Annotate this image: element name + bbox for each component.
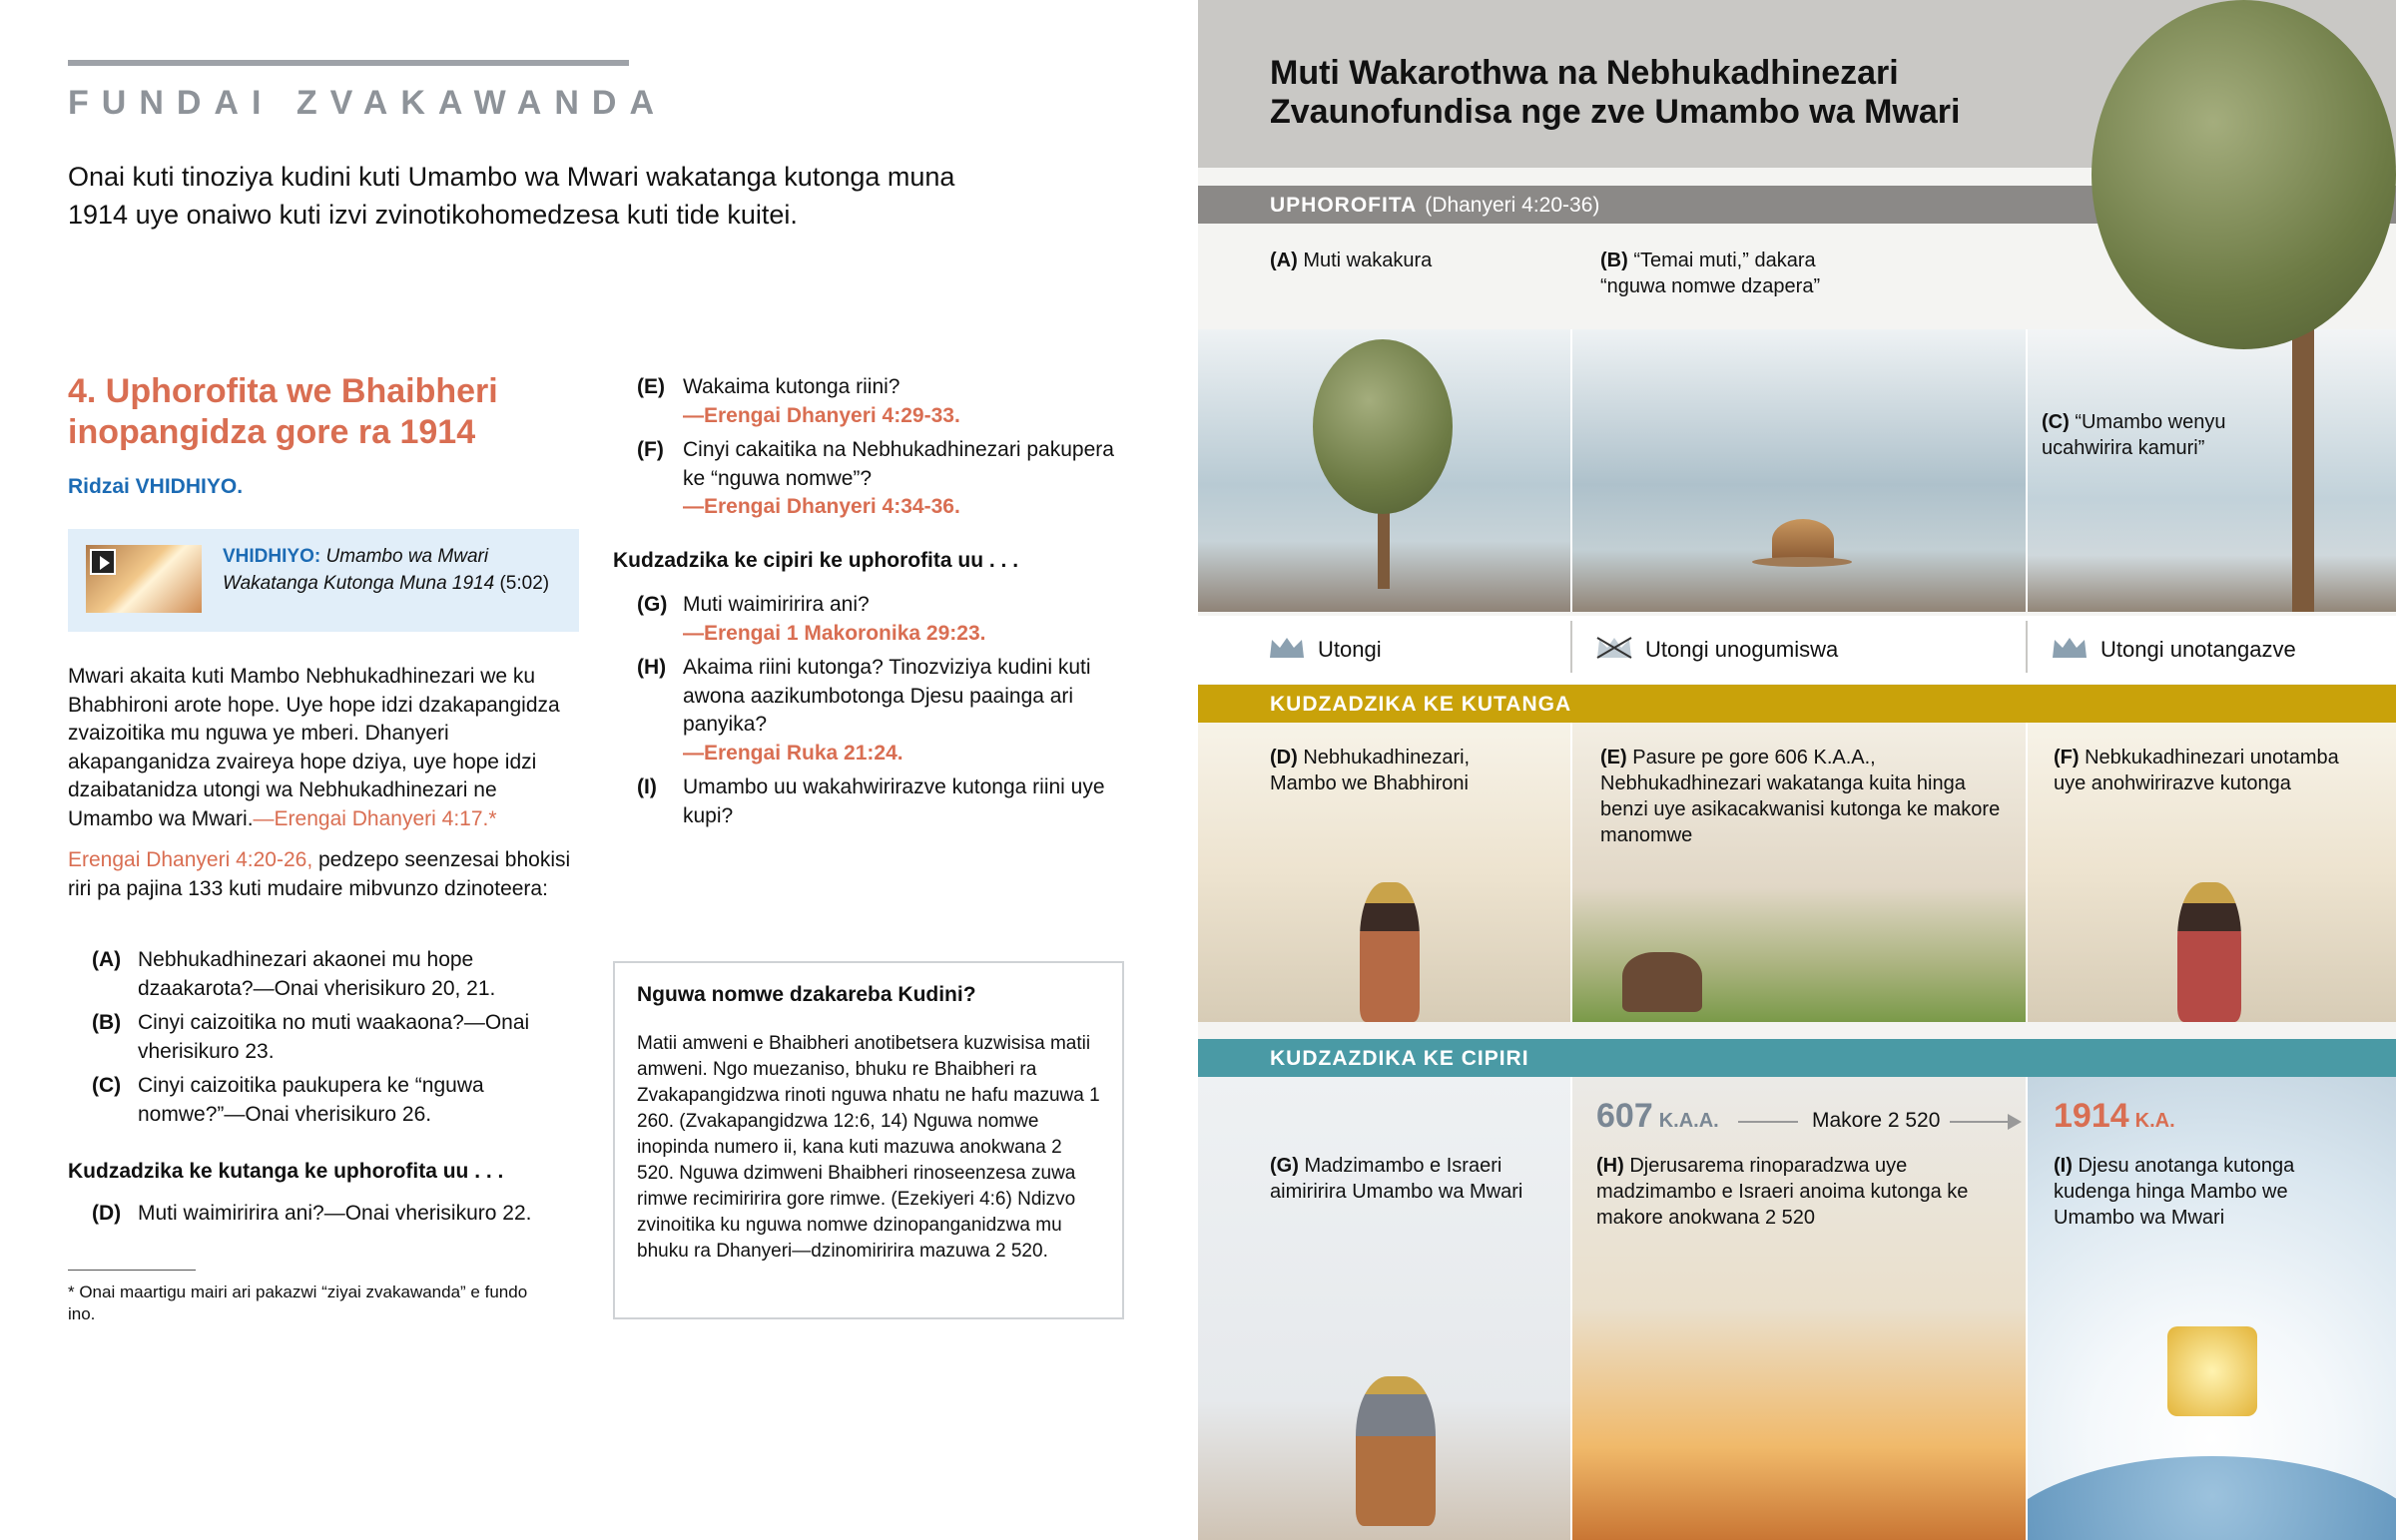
scripture-link[interactable]: —Erengai Ruka 21:24. bbox=[683, 741, 903, 765]
question-text: Cinyi cakaitika na Nebhukadhinezari pakupera ke “nguwa nomwe”? bbox=[683, 438, 1114, 490]
illustration-nebuchadnezzar-restored bbox=[2028, 723, 2396, 1022]
question-item bbox=[637, 373, 1136, 430]
earth-globe bbox=[2028, 1456, 2396, 1540]
question-text: Cinyi caizoitika no muti waakaona?—Onai vherisikuro 23. bbox=[138, 1011, 530, 1063]
illustration-title-line-2: Zvaunofundisa nge zve Umambo wa Mwari bbox=[1270, 93, 1961, 131]
question-text: Nebhukadhinezari akaonei mu hope dzaakarota?—Onai vherisikuro 20, 21. bbox=[138, 948, 496, 1000]
question-text: Muti waimiririra ani? bbox=[683, 593, 870, 616]
timeline-start: 607 K.A.A. bbox=[1596, 1097, 1719, 1135]
scripture-link-daniel-4-20-26[interactable]: Erengai Dhanyeri 4:20-26, bbox=[68, 848, 313, 871]
sidebar-title: Nguwa nomwe dzakareba Kudini? bbox=[637, 983, 976, 1006]
timeline-span: Makore 2 520 bbox=[1812, 1109, 1941, 1132]
band-prophecy-label: UPHOROFITA bbox=[1270, 194, 1418, 217]
footnote-marker[interactable]: * bbox=[488, 806, 497, 830]
question-letter: (G) bbox=[637, 593, 668, 616]
intro-text: Onai kuti tinoziya kudini kuti Umambo wa Mwari wakatanga kutonga muna 1914 uye onaiwo kuti izvi zvinotikohomedzesa kuti tide kuitei. bbox=[68, 162, 955, 230]
question-list-e bbox=[637, 373, 1136, 528]
band-first-fulfillment: KUDZADZIKA KE KUTANGA bbox=[1198, 685, 2396, 723]
kingship-rule: Utongi bbox=[1268, 636, 1382, 663]
play-video-link[interactable]: Ridzai VHIDHIYO. bbox=[68, 475, 244, 498]
question-list-g bbox=[637, 591, 1136, 836]
question-text: Umambo uu wakahwirirazve kutonga riini uye kupi? bbox=[683, 775, 1105, 827]
question-item bbox=[92, 1009, 581, 1066]
question-item bbox=[637, 773, 1136, 830]
scripture-link[interactable]: —Erengai 1 Makoronika 29:23. bbox=[683, 621, 986, 645]
question-item bbox=[637, 436, 1136, 522]
question-letter: (C) bbox=[92, 1074, 122, 1097]
illustration-page bbox=[1198, 0, 2396, 1540]
lesson-title: 4. Uphorofita we Bhaibheri inopangidza gore ra 1914 bbox=[68, 372, 498, 451]
question-letter: (F) bbox=[637, 438, 664, 461]
footnote: * Onai maartigu mairi ari pakazwi “ziyai zvakawanda” e fundo ino. bbox=[68, 1283, 528, 1323]
large-tree-crown bbox=[2092, 0, 2396, 349]
illustration-kings-of-israel bbox=[1198, 1077, 1570, 1540]
band-prophecy-ref: (Dhanyeri 4:20-36) bbox=[1425, 194, 1600, 217]
caption-g: (G) Madzimambo e Israeri aimiririra Umambo wa Mwari bbox=[1270, 1155, 1523, 1203]
illustration-title bbox=[1270, 54, 2069, 132]
illustration-tree-regrown bbox=[2028, 329, 2396, 612]
sidebar-body: Matii amweni e Bhaibheri anotibetsera kuzwisisa matii amweni. Ngo muezaniso, bhuku re Bhaibheri ra Zvakapangidzwa rinoti nguwa nhatu ne hafu mazuwa 1 260. (Zvakapangidzwa 12:6, 14) Nguwa nomwe inopinda numero ii, kana kuti mazuwa anokwana 2 520. Nguwa dzimweni Bhaibheri rinoseenzesa zuwa rimwe recimiririra gore rimwe. (Ezekiyeri 4:6) Ndizvo zvinoitika ku nguwa nomwe dzinopanganidzwa mu bhuku ra Dhanyeri—dzinomiririra mazuwa 2 520. bbox=[637, 1033, 1100, 1262]
video-thumbnail[interactable] bbox=[86, 545, 202, 613]
arrow-right-icon bbox=[2008, 1114, 2022, 1130]
question-letter: (A) bbox=[92, 948, 122, 971]
sidebar-box bbox=[613, 961, 1124, 1319]
question-letter: (D) bbox=[92, 1202, 122, 1225]
illustration-nebuchadnezzar-king bbox=[1198, 723, 1570, 1022]
caption-e: (E) Pasure pe gore 606 K.A.A., Nebhukadhinezari wakatanga kuita hinga benzi uye asikacakwanisi kutonga ke makore manomwe bbox=[1600, 747, 2001, 846]
caption-a: (A) Muti wakakura bbox=[1270, 250, 1433, 271]
scripture-link[interactable]: —Erengai Dhanyeri 4:34-36. bbox=[683, 495, 960, 518]
section-label: FUNDAI ZVAKAWANDA bbox=[68, 84, 668, 122]
question-letter: (E) bbox=[637, 375, 665, 398]
question-text: Akaima riini kutonga? Tinozviziya kudini kuti awona aazikumbotonga Djesu paainga ari panyika? bbox=[683, 656, 1091, 736]
question-text: Cinyi caizoitika paukupera ke “nguwa nomwe?”—Onai vherisikuro 26. bbox=[138, 1074, 484, 1126]
illustration-tree-cut bbox=[1572, 329, 2026, 612]
illustration-jerusalem-destroyed bbox=[1572, 1077, 2026, 1540]
band-second-fulfillment: KUDZAZDIKA KE CIPIRI bbox=[1198, 1039, 2396, 1077]
question-item bbox=[637, 654, 1136, 768]
subheading-second-fulfillment: Kudzadzika ke cipiri ke uphorofita uu . . . bbox=[613, 549, 1019, 572]
question-list-d bbox=[92, 1200, 581, 1235]
illustration-title-line-1: Muti Wakarothwa na Nebhukadhinezari bbox=[1270, 54, 1899, 92]
question-item bbox=[92, 946, 581, 1003]
paragraph-2-text: pedzepo seenzesai bhokisi riri pa pajina 133 kuti mudaire mibvunzo dzinoteera: bbox=[68, 848, 571, 900]
scripture-link[interactable]: —Erengai Dhanyeri 4:29-33. bbox=[683, 403, 960, 427]
illustration-tree-grown bbox=[1198, 329, 1570, 612]
question-text: Muti waimiririra ani?—Onai vherisikuro 22. bbox=[138, 1202, 532, 1225]
illustration-nebuchadnezzar-madness bbox=[1572, 723, 2026, 1022]
throne-icon bbox=[2167, 1326, 2257, 1416]
caption-d: (D) Nebhukadhinezari, Mambo we Bhabhironi bbox=[1270, 747, 1471, 794]
kingship-row bbox=[1198, 616, 2396, 684]
caption-c: (C) “Umambo wenyu ucahwirira kamuri” bbox=[2042, 411, 2226, 459]
question-list-a bbox=[92, 946, 581, 1135]
question-item bbox=[637, 591, 1136, 648]
crossed-crown-icon bbox=[1595, 636, 1633, 660]
illustration-jesus-king bbox=[2028, 1077, 2396, 1540]
caption-b: (B) “Temai muti,” dakara “nguwa nomwe dzapera” bbox=[1600, 250, 1821, 297]
caption-f: (F) Nebkukadhinezari unotamba uye anohwirirazve kutonga bbox=[2054, 747, 2339, 794]
scripture-link-daniel-4-17[interactable]: —Erengai Dhanyeri 4:17. bbox=[253, 806, 489, 830]
question-letter: (B) bbox=[92, 1011, 122, 1034]
paragraph-2 bbox=[68, 846, 579, 903]
video-duration: (5:02) bbox=[499, 573, 550, 594]
video-title: Umambo wa Mwari Wakatanga Kutonga Muna 1914 bbox=[223, 546, 495, 594]
paragraph-1 bbox=[68, 663, 579, 833]
crown-icon bbox=[1268, 636, 1306, 660]
video-text[interactable] bbox=[223, 543, 567, 597]
question-item bbox=[92, 1072, 581, 1129]
crown-icon bbox=[2051, 636, 2089, 660]
top-rule bbox=[68, 60, 629, 66]
subheading-first-fulfillment: Kudzadzika ke kutanga ke uphorofita uu . . . bbox=[68, 1160, 504, 1183]
timeline-end: 1914 K.A. bbox=[2054, 1097, 2175, 1135]
video-label: VHIDHIYO: bbox=[223, 546, 321, 567]
video-link-box[interactable] bbox=[68, 529, 579, 632]
footnote-rule bbox=[68, 1270, 196, 1271]
kingship-interrupted: Utongi unogumiswa bbox=[1595, 636, 1838, 663]
question-letter: (I) bbox=[637, 775, 657, 798]
paragraph-1-text: Mwari akaita kuti Mambo Nebhukadhinezari we ku Bhabhironi arote hope. Uye hope idzi dzakapangidza zvaizoitika mu nguwa ye mberi. Dhanyeri akapanganidza zvaireya hope dziya, uye hope idzi dzaibatanidza utongi wa Nebhukadhinezari ne Umambo wa Mwari. bbox=[68, 665, 560, 830]
caption-i: (I) Djesu anotanga kutonga kudenga hinga Mambo we Umambo wa Mwari bbox=[2054, 1155, 2295, 1229]
question-letter: (H) bbox=[637, 656, 667, 679]
play-icon[interactable] bbox=[90, 549, 116, 575]
kingship-restored: Utongi unotangazve bbox=[2051, 636, 2296, 663]
question-item bbox=[92, 1200, 581, 1229]
question-text: Wakaima kutonga riini? bbox=[683, 375, 900, 398]
caption-h: (H) Djerusarema rinoparadzwa uye madzimambo e Israeri anoima kutonga ke makore anokwana 2 520 bbox=[1596, 1155, 1969, 1229]
